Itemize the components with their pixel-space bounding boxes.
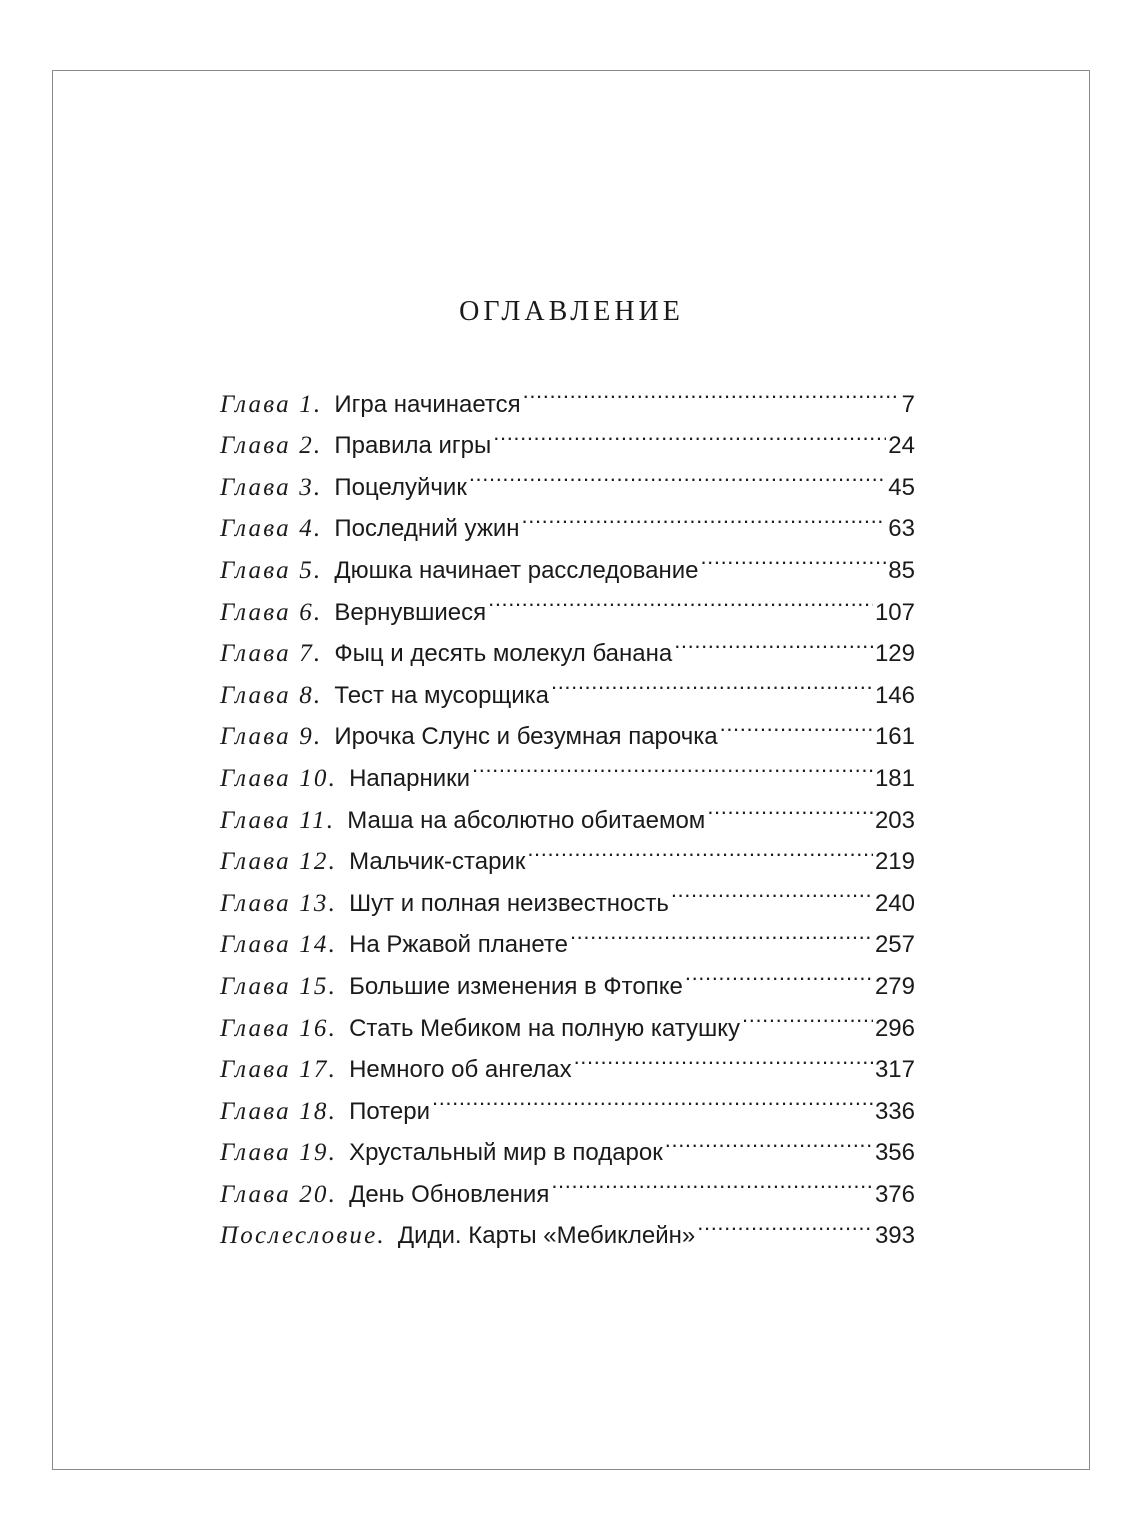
chapter-label: Глава 19. bbox=[220, 1139, 338, 1167]
page-number: 24 bbox=[888, 432, 915, 460]
toc-entry[interactable] bbox=[220, 370, 915, 418]
dot-leader bbox=[551, 661, 873, 703]
afterword-label: Послесловие. bbox=[220, 1222, 386, 1250]
chapter-label: Глава 16. bbox=[220, 1014, 338, 1042]
chapter-label: Глава 6. bbox=[220, 598, 323, 626]
chapter-title: Дюшка начинает расследование bbox=[334, 556, 699, 584]
dot-leader bbox=[700, 536, 886, 578]
page-number: 85 bbox=[888, 556, 915, 584]
dot-leader bbox=[665, 1119, 873, 1161]
chapter-title: На Ржавой планете bbox=[349, 931, 568, 959]
page-number: 7 bbox=[901, 390, 915, 418]
dot-leader bbox=[742, 994, 873, 1036]
chapter-title: Ирочка Слунс и безумная парочка bbox=[334, 723, 718, 751]
dot-leader bbox=[674, 620, 873, 662]
chapter-label: Глава 7. bbox=[220, 640, 323, 668]
chapter-title: Напарники bbox=[349, 764, 471, 792]
page-title: ОГЛАВЛЕНИЕ bbox=[459, 296, 684, 327]
chapter-label: Глава 4. bbox=[220, 515, 323, 543]
page-number: 279 bbox=[874, 972, 915, 1000]
chapter-title: Большие изменения в Фтопке bbox=[349, 972, 683, 1000]
chapter-title: Стать Мебиком на полную катушку bbox=[349, 1014, 741, 1042]
chapter-label: Глава 14. bbox=[220, 931, 338, 959]
dot-leader bbox=[551, 1160, 873, 1202]
chapter-title: Хрустальный мир в подарок bbox=[349, 1139, 663, 1167]
chapter-title: Последний ужин bbox=[334, 515, 520, 543]
chapter-label: Глава 13. bbox=[220, 889, 338, 917]
chapter-label: Глава 18. bbox=[220, 1097, 338, 1125]
dot-leader bbox=[574, 1036, 873, 1078]
dot-leader bbox=[570, 911, 873, 953]
chapter-label: Глава 9. bbox=[220, 723, 323, 751]
chapter-title: Немного об ангелах bbox=[349, 1056, 572, 1084]
dot-leader bbox=[523, 370, 900, 412]
chapter-title: Фыц и десять молекул банана bbox=[334, 640, 673, 668]
page-number: 45 bbox=[888, 473, 915, 501]
chapter-label: Глава 12. bbox=[220, 848, 338, 876]
dot-leader bbox=[697, 1202, 873, 1244]
page-number: 181 bbox=[874, 764, 915, 792]
chapter-label: Глава 2. bbox=[220, 432, 323, 460]
dot-leader bbox=[432, 1077, 873, 1119]
dot-leader bbox=[671, 869, 873, 911]
page-number: 146 bbox=[874, 681, 915, 709]
chapter-label: Глава 15. bbox=[220, 972, 338, 1000]
dot-leader bbox=[472, 744, 873, 786]
page-number: 240 bbox=[874, 889, 915, 917]
page-number: 376 bbox=[874, 1180, 915, 1208]
page-number: 107 bbox=[874, 598, 915, 626]
chapter-title: Маша на абсолютно обитаемом bbox=[347, 806, 706, 834]
page-number: 161 bbox=[874, 723, 915, 751]
chapter-label: Глава 5. bbox=[220, 556, 323, 584]
chapter-label: Глава 1. bbox=[220, 390, 323, 418]
chapter-title: Игра начинается bbox=[334, 390, 521, 418]
page-number: 129 bbox=[874, 640, 915, 668]
chapter-title: День Обновления bbox=[349, 1180, 550, 1208]
page-number: 393 bbox=[874, 1222, 915, 1250]
chapter-label: Глава 3. bbox=[220, 473, 323, 501]
table-of-contents bbox=[220, 370, 915, 1250]
dot-leader bbox=[685, 952, 873, 994]
dot-leader bbox=[469, 453, 886, 495]
dot-leader bbox=[527, 828, 873, 870]
chapter-title: Вернувшиеся bbox=[334, 598, 487, 626]
chapter-label: Глава 17. bbox=[220, 1056, 338, 1084]
chapter-label: Глава 11. bbox=[220, 806, 336, 834]
afterword-title: Диди. Карты «Мебиклейн» bbox=[397, 1222, 696, 1250]
chapter-title: Шут и полная неизвестность bbox=[349, 889, 669, 917]
page-number: 296 bbox=[874, 1014, 915, 1042]
dot-leader bbox=[488, 578, 873, 620]
page-number: 336 bbox=[874, 1097, 915, 1125]
dot-leader bbox=[707, 786, 873, 828]
chapter-label: Глава 10. bbox=[220, 764, 338, 792]
chapter-label: Глава 20. bbox=[220, 1180, 338, 1208]
page-number: 257 bbox=[874, 931, 915, 959]
page-number: 219 bbox=[874, 848, 915, 876]
chapter-title: Правила игры bbox=[334, 432, 492, 460]
page-number: 63 bbox=[888, 515, 915, 543]
chapter-title: Потери bbox=[349, 1097, 430, 1125]
dot-leader bbox=[493, 412, 886, 454]
page-number: 356 bbox=[874, 1139, 915, 1167]
dot-leader bbox=[720, 703, 873, 745]
chapter-title: Поцелуйчик bbox=[334, 473, 467, 501]
dot-leader bbox=[522, 495, 887, 537]
chapter-title: Мальчик-старик bbox=[349, 848, 526, 876]
chapter-title: Тест на мусорщика bbox=[334, 681, 549, 709]
chapter-label: Глава 8. bbox=[220, 681, 323, 709]
page-number: 203 bbox=[874, 806, 915, 834]
page-number: 317 bbox=[874, 1056, 915, 1084]
